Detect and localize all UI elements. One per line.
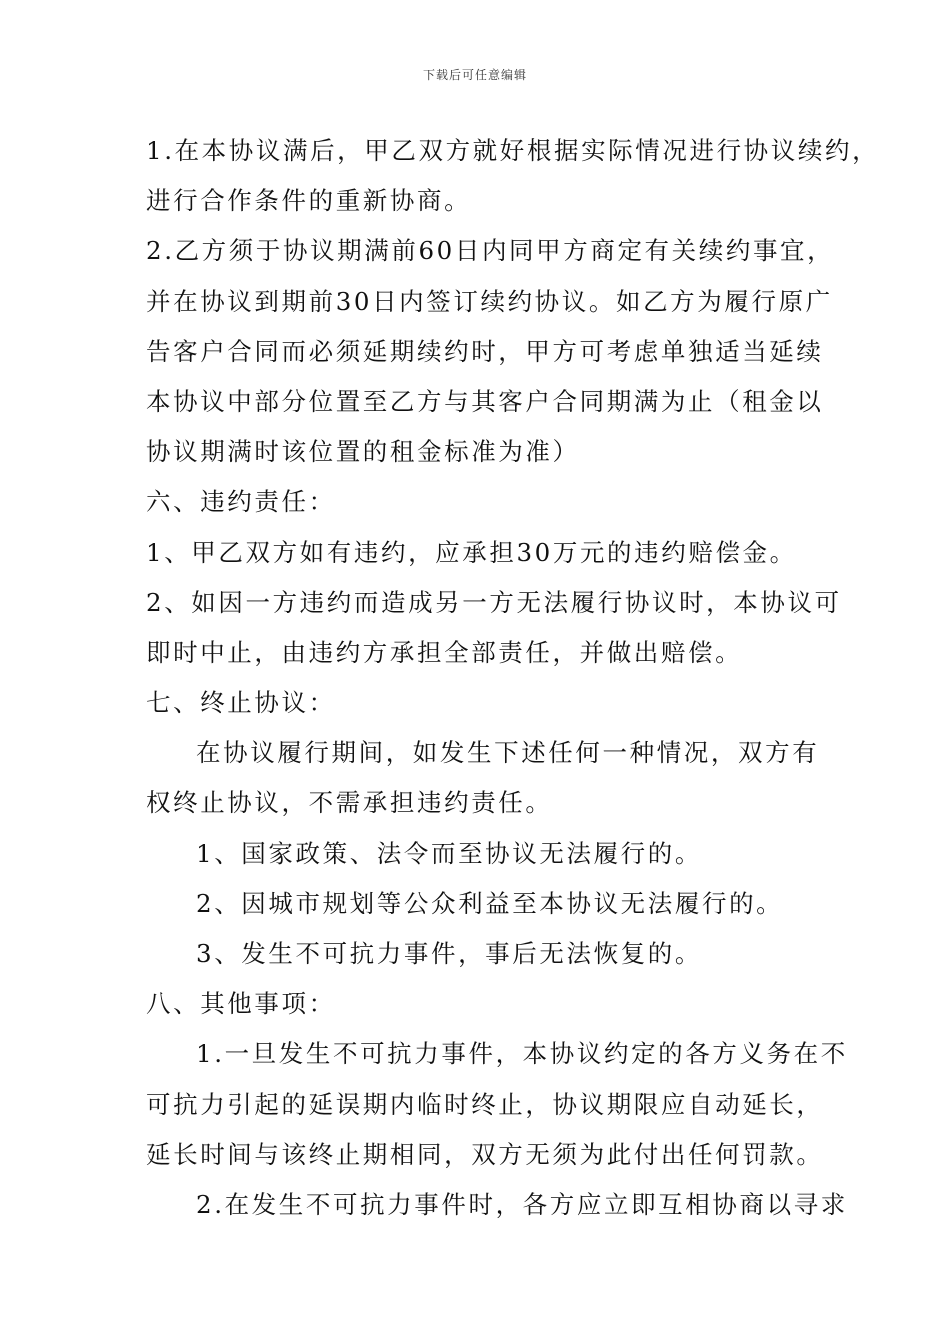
text-line: 即时中止，由违约方承担全部责任，并做出赔偿。 xyxy=(146,637,743,667)
text-line: 延长时间与该终止期相同，双方无须为此付出任何罚款。 xyxy=(146,1139,824,1169)
text-line: 告客户合同而必须延期续约时，甲方可考虑单独适当延续 xyxy=(146,336,824,366)
header-note: 下载后可任意编辑 xyxy=(422,68,527,82)
text-line: 1、国家政策、法令而至协议无法履行的。 xyxy=(196,838,702,868)
text-line: 进行合作条件的重新协商。 xyxy=(146,186,472,216)
text-line: 3、发生不可抗力事件，事后无法恢复的。 xyxy=(196,939,702,968)
text-line: 1.一旦发生不可抗力事件，本协议约定的各方义务在不 xyxy=(196,1039,848,1069)
text-line: 协议期满时该位置的租金标准为准） xyxy=(146,437,580,467)
text-line: 本协议中部分位置至乙方与其客户合同期满为止（租金以 xyxy=(146,386,824,416)
section-heading: 六、违约责任： xyxy=(146,487,336,517)
text-line: 1、甲乙双方如有违约，应承担30万元的违约赔偿金。 xyxy=(146,537,797,567)
document-body xyxy=(146,130,880,1234)
text-line: 1.在本协议满后，甲乙双方就好根据实际情况进行协议续约， xyxy=(146,136,880,165)
text-line: 并在协议到期前30日内签订续约协议。如乙方为履行原广 xyxy=(146,286,833,316)
text-line: 可抗力引起的延误期内临时终止，协议期限应自动延长， xyxy=(146,1089,824,1119)
text-line: 在协议履行期间，如发生下述任何一种情况，双方有 xyxy=(196,738,820,768)
text-line: 2、因城市规划等公众利益至本协议无法履行的。 xyxy=(196,888,784,918)
section-heading: 七、终止协议： xyxy=(146,688,336,718)
text-line: 2.在发生不可抗力事件时，各方应立即互相协商以寻求 xyxy=(196,1189,848,1219)
text-line: 2.乙方须于协议期满前60日内同甲方商定有关续约事宜， xyxy=(146,236,835,266)
text-line: 2、如因一方违约而造成另一方无法履行协议时，本协议可 xyxy=(146,587,842,617)
text-line: 权终止协议，不需承担违约责任。 xyxy=(146,788,553,818)
section-heading: 八、其他事项： xyxy=(146,989,336,1019)
